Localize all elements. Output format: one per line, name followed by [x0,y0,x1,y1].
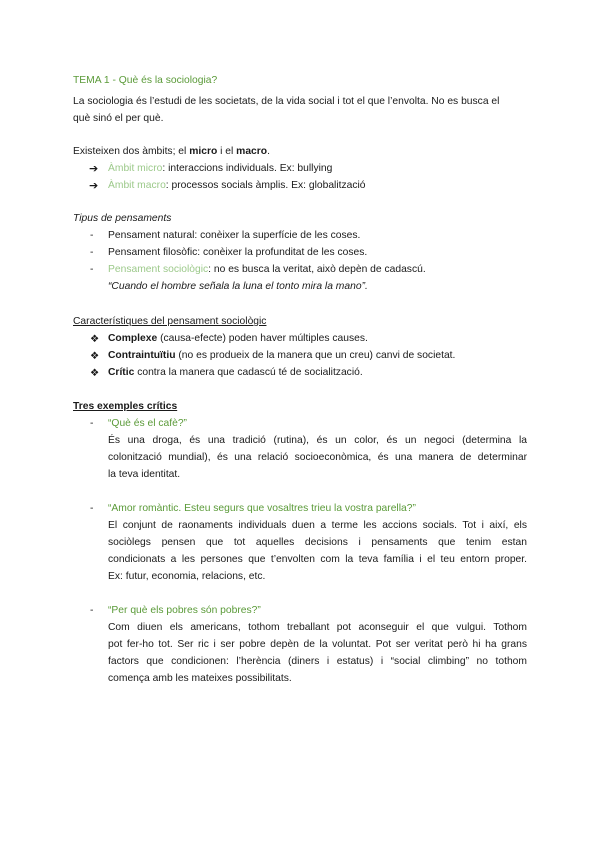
diamond-bullet-icon: ❖ [90,351,100,362]
caracteristica-item: Contraintuïtiu (no es produeix de la manera que un creu) canvi de societat. [108,350,456,361]
intro-line-1: La sociologia és l’estudi de les societats, de la vida social i tot el que l’envolta. No es busca el [73,96,500,107]
arrow-bullet-icon: ➔ [89,163,99,175]
intro-line-2: què sinó el per què. [73,113,164,124]
dash-bullet: - [90,418,94,429]
page-title: TEMA 1 - Què és la sociologia? [73,75,218,86]
dash-bullet: - [90,230,94,241]
ambit-item: Àmbit macro: processos socials àmplis. Ex: globalització [108,180,366,191]
quote: “Cuando el hombre señala la luna el tonto mira la mano”. [108,281,368,292]
caracteristiques-heading: Característiques del pensament sociològic [73,316,267,327]
dash-bullet: - [90,264,94,275]
ambit-item: Àmbit micro: interaccions individuals. Ex: bullying [108,163,333,174]
dash-bullet: - [90,605,94,616]
example-line: pot fer-ho tot. Ser ric i ser pobre depèn de la voluntat. Pot ser veritat però hi ha grans [108,639,527,650]
pensament-item: Pensament sociològic: no es busca la veritat, això depèn de cadascú. [108,264,426,275]
example-line: El conjunt de raonaments individuals duen a terme les accions socials. Tot i així, els [108,520,527,531]
example-line: la teva identitat. [108,469,181,480]
example-question: “Què és el cafè?” [108,418,187,429]
example-question: “Per què els pobres són pobres?” [108,605,261,616]
caracteristica-item: Crític contra la manera que cadascú té de socialització. [108,367,363,378]
dash-bullet: - [90,503,94,514]
example-line: colonització mundial), és una relació socioeconòmica, és una manera de determinar [108,452,527,463]
micro-term: micro [189,146,218,157]
pensament-item: Pensament filosòfic: conèixer la profunditat de les coses. [108,247,368,258]
example-line: sociòlegs pensen que tot aquelles decisions i pensaments que tenim estan [108,537,527,548]
dash-bullet: - [90,247,94,258]
example-line: condicionats a les persones que t’envolten com la teva família i el teu entorn proper. [108,554,527,565]
caracteristica-item: Complexe (causa-efecte) poden haver múltiples causes. [108,333,368,344]
example-line: Com diuen els americans, tothom treballant pot aconseguir el que vulgui. Tothom [108,622,527,633]
exemples-heading: Tres exemples crítics [73,401,178,412]
pensament-item: Pensament natural: conèixer la superfície de les coses. [108,230,361,241]
pensaments-heading: Tipus de pensaments [73,213,172,224]
example-question: “Amor romàntic. Esteu segurs que vosaltres trieu la vostra parella?” [108,503,416,514]
example-line: comença amb les mateixes possibilitats. [108,673,292,684]
ambits-lead: Existeixen dos àmbits; el micro i el macro. [73,146,270,157]
diamond-bullet-icon: ❖ [90,368,100,379]
arrow-bullet-icon: ➔ [89,180,99,192]
example-line: Ex: futur, economia, relacions, etc. [108,571,266,582]
example-line: factors que condicionen: l’herència (diners i estatus) i “social climbing” no tothom [108,656,527,667]
example-line: És una droga, és una tradició (rutina), és un color, és un negoci (determina la [108,435,527,446]
macro-term: macro [236,146,268,157]
diamond-bullet-icon: ❖ [90,334,100,345]
